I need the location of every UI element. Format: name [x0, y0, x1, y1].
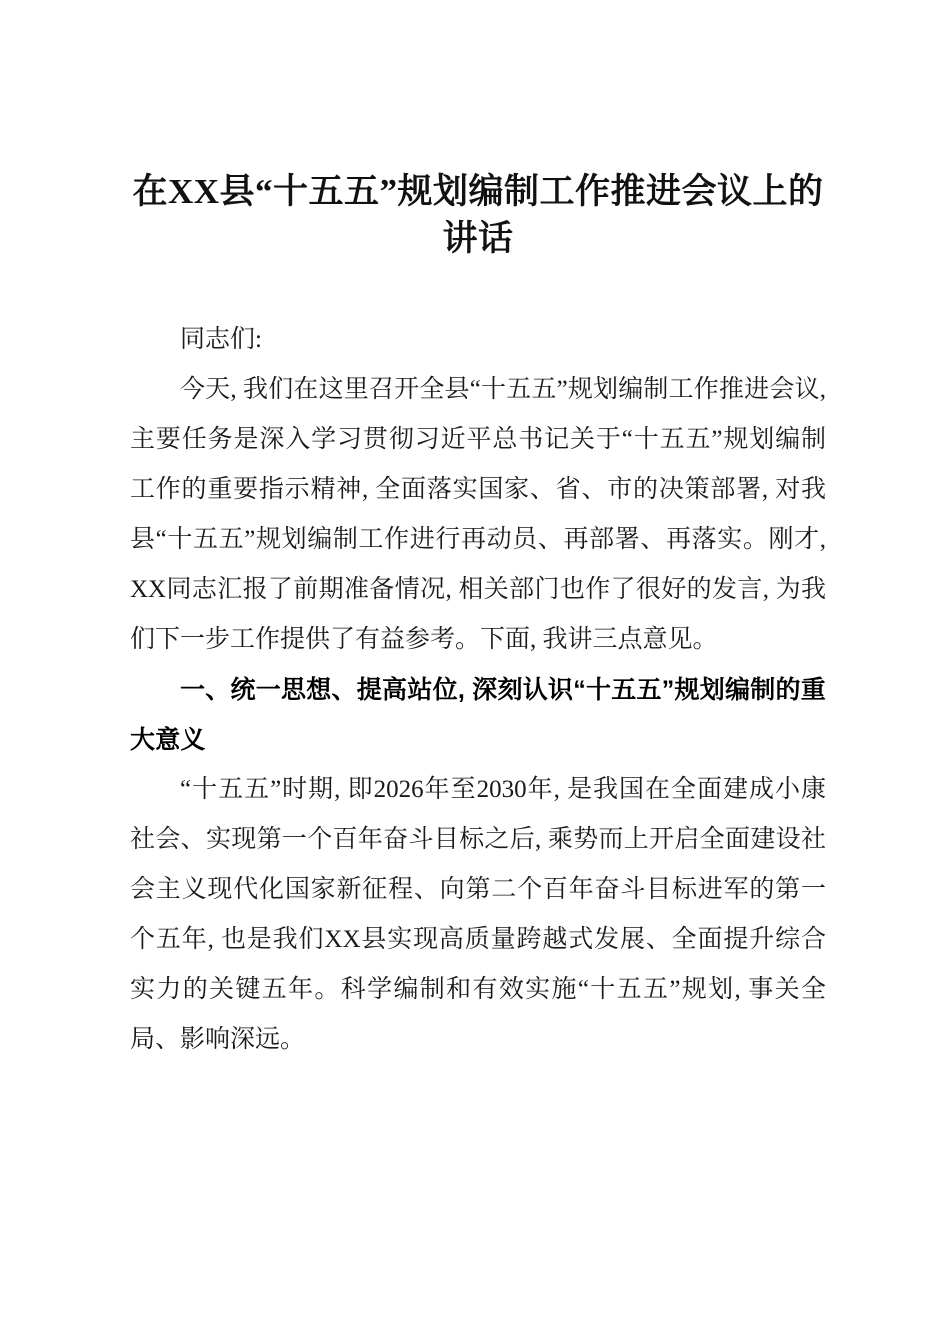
paragraph-section-one-body: “十五五”时期, 即2026年至2030年, 是我国在全面建成小康社会、实现第一个百年奋斗目标之后, 乘势而上开启全面建设社会主义现代化国家新征程、向第二个百年奋斗目标进军的第一个五年, 也是我们XX县实现高质量跨越式发展、全面提升综合实力的关键五年。科学编制和有效实施“十五五”规划, 事关全局、影响深远。 [130, 776, 826, 1053]
document-content [130, 0, 826, 1065]
paragraph-opening: 今天, 我们在这里召开全县“十五五”规划编制工作推进会议, 主要任务是深入学习贯彻习近平总书记关于“十五五”规划编制工作的重要指示精神, 全面落实国家、省、市的决策部署, 对我县“十五五”规划编制工作进行再动员、再部署、再落实。刚才, XX同志汇报了前期准备情况, 相关部门也作了很好的发言, 为我们下一步工作提供了有益参考。下面, 我讲三点意见。 [130, 376, 826, 653]
section-heading-one: 一、统一思想、提高站位, 深刻认识“十五五”规划编制的重大意义 [130, 676, 826, 754]
page-title: 在XX县“十五五”规划编制工作推进会议上的讲话 [132, 172, 824, 258]
document-body [130, 315, 826, 1065]
salutation-line: 同志们: [180, 326, 262, 353]
